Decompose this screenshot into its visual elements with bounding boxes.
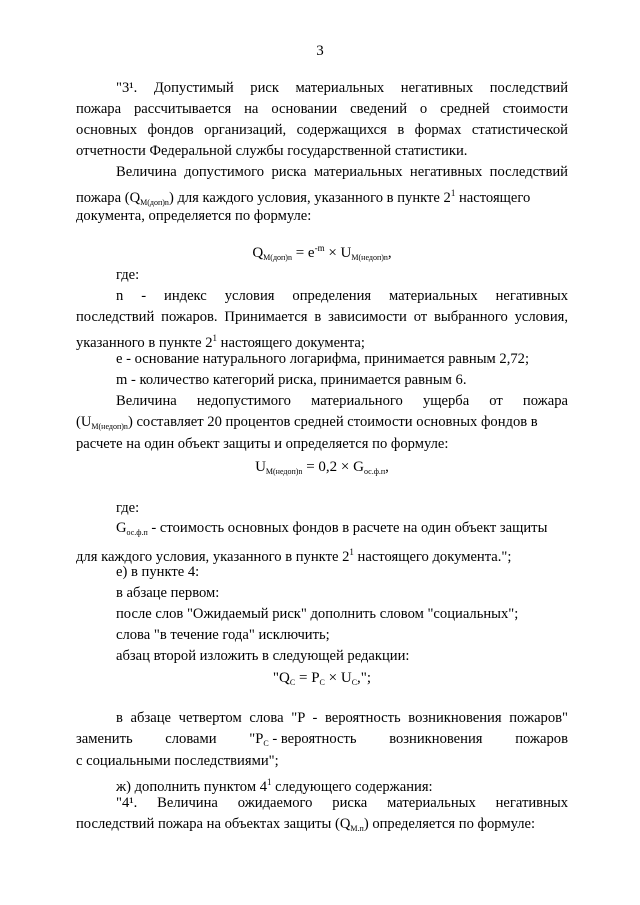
text-line: $G_{ос.ф.п}$ - стоимость основных фондов в расчете на один объект защиты xyxy=(116,520,548,537)
formula-u-unacceptable: $U_{М(недоп)n} = 0,2 \times G_{ос.ф.п}$, xyxy=(255,459,389,476)
text-line: n - индекс условия определения материальных негативных xyxy=(116,288,568,304)
text-line: пожара $(Q_{М(доп)n})$ для каждого условия, указанного в пункте $2^1$ настоящего xyxy=(76,188,531,207)
text-line: ж) дополнить пунктом $4^1$ следующего содержания: xyxy=(116,777,433,795)
text-line: e - основание натурального логарифма, принимается равным 2,72; xyxy=(116,351,529,367)
text-line: с социальными последствиями"; xyxy=(76,753,279,769)
text-line: для каждого условия, указанного в пункте $2^1$ настоящего документа."; xyxy=(76,547,512,565)
text-line: указанного в пункте $2^1$ настоящего документа; xyxy=(76,333,365,351)
text-line: после слов "Ожидаемый риск" дополнить словом "социальных"; xyxy=(116,606,519,622)
text-line: последствий пожара на объектах защиты $(Q_{М.п})$ определяется по формуле: xyxy=(76,816,536,833)
text-line: е) в пункте 4: xyxy=(116,564,200,580)
text-line: в абзаце четвертом слова "P - вероятность возникновения пожаров" xyxy=(116,710,568,726)
text-line: в абзаце первом: xyxy=(116,585,220,601)
text-line: документа, определяется по формуле: xyxy=(76,208,312,224)
formula-q-social: "$Q_C = P_C \times U_C$,"; xyxy=(272,670,372,687)
text-line: m - количество категорий риска, принимается равным 6. xyxy=(116,372,467,388)
text-line: слова "в течение года" исключить; xyxy=(116,627,330,643)
text-line: абзац второй изложить в следующей редакции: xyxy=(116,648,410,664)
text-line: $(U_{М(недоп)n})$ составляет 20 процентов средней стоимости основных фондов в xyxy=(76,414,538,431)
formula-q-allowed: $Q_{М(доп)n} = e^{-m} \times U_{М(недоп)n}$, xyxy=(252,243,392,262)
text-line: Величина недопустимого материального ущерба от пожара xyxy=(116,393,568,409)
text-line: расчете на один объект защиты и определяется по формуле: xyxy=(76,436,449,452)
text-line: "3¹. Допустимый риск материальных негативных последствий xyxy=(116,80,568,96)
text-line: Величина допустимого риска материальных негативных последствий xyxy=(116,164,568,180)
text-line: где: xyxy=(116,267,140,283)
text-line: "4¹. Величина ожидаемого риска материальных негативных xyxy=(116,795,568,811)
page-number: 3 xyxy=(316,43,324,59)
text-line: где: xyxy=(116,500,140,516)
text-line: заменить словами "$P_C$ - вероятность возникновения пожаров xyxy=(76,731,568,748)
text-line: основных фондов организаций, содержащихся в формах статистической xyxy=(76,122,568,138)
text-line: последствий пожаров. Принимается в зависимости от выбранного условия, xyxy=(76,309,568,325)
text-line: отчетности Федеральной службы государственной статистики. xyxy=(76,143,468,159)
text-line: пожара рассчитывается на основании сведений о средней стоимости xyxy=(76,101,568,117)
